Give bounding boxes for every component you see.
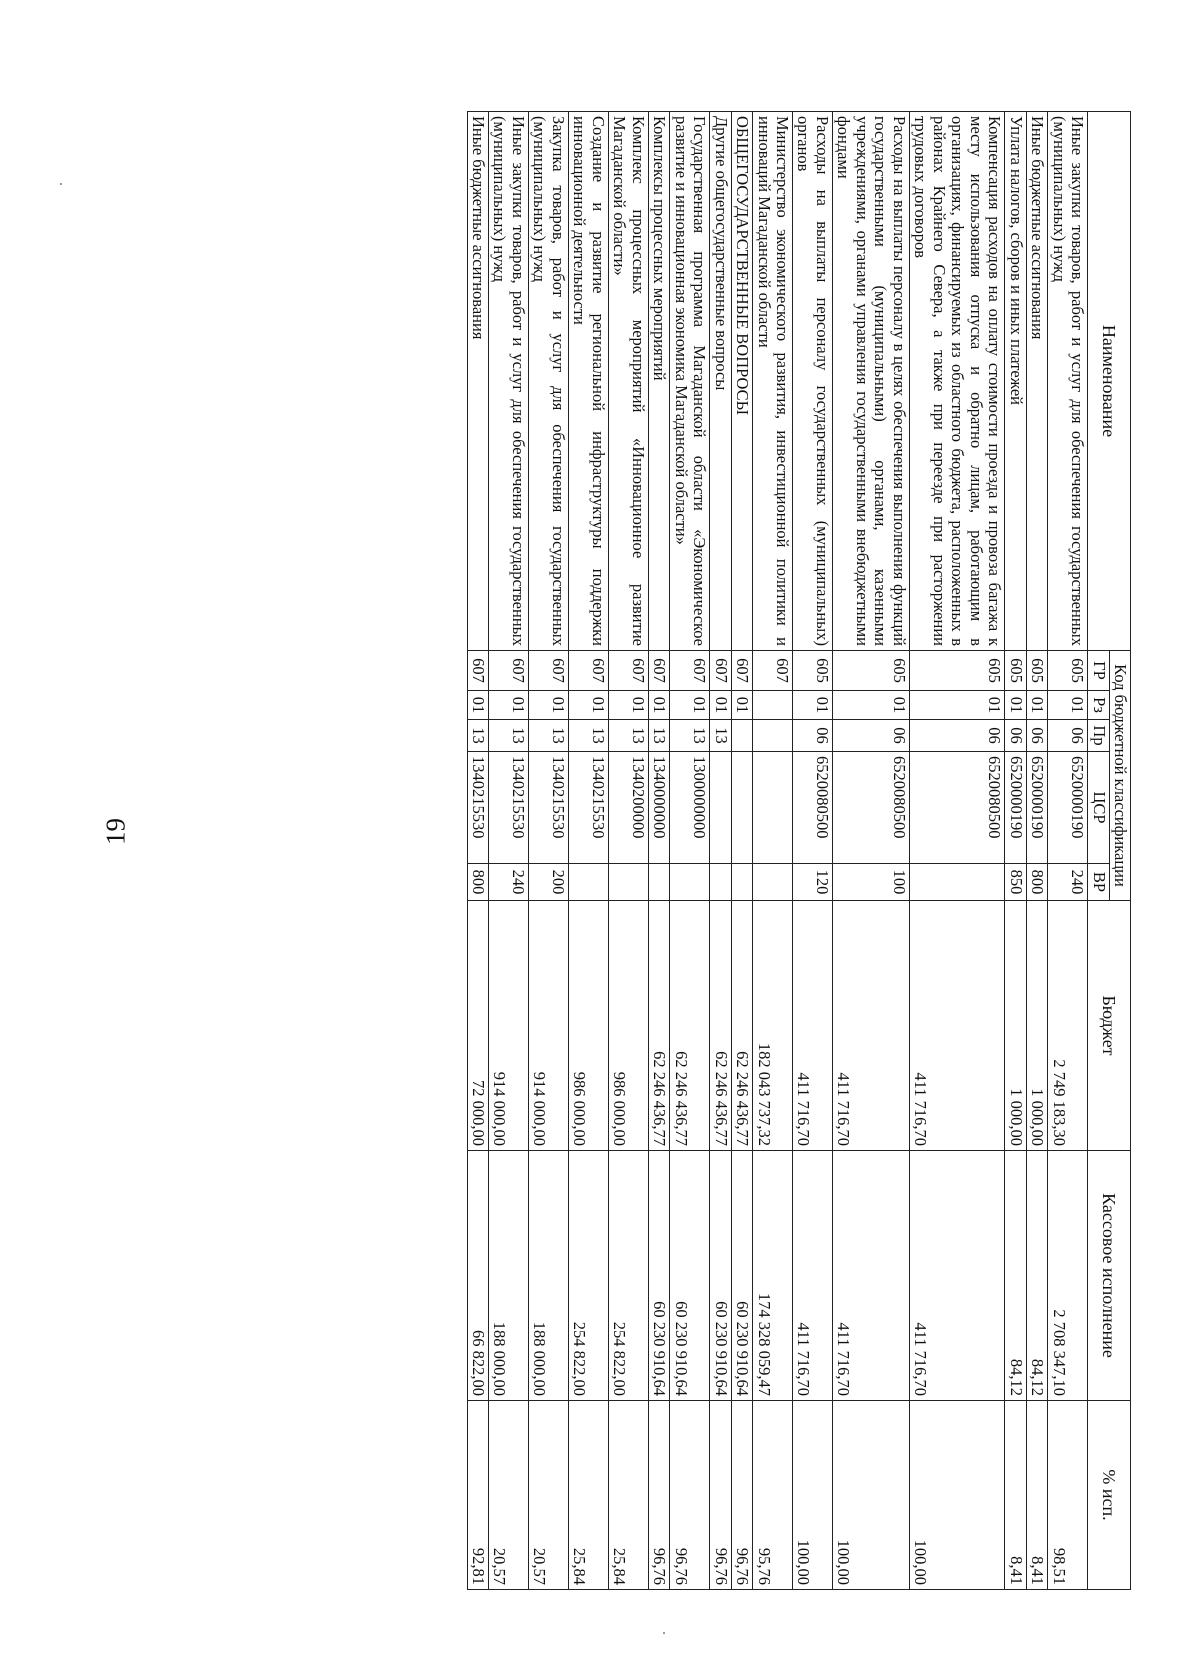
cell-pct: 8,41: [1026, 1401, 1047, 1590]
cell-cash: 60 230 910,64: [648, 1151, 669, 1401]
cell-pr: 13: [710, 720, 731, 752]
cell-pr: 06: [1026, 720, 1047, 752]
cell-vr: 240: [489, 864, 529, 901]
cell-pr: 13: [489, 720, 529, 752]
cell-vr: 100: [832, 864, 909, 901]
table-row: [832, 112, 909, 1590]
table-row: [1048, 112, 1088, 1590]
cell-rz: 01: [793, 691, 833, 720]
cell-pct: 98,51: [1048, 1401, 1088, 1590]
table-row: [1005, 112, 1026, 1590]
cell-gr: 605: [1048, 651, 1088, 691]
cell-cash: 60 230 910,64: [710, 1151, 731, 1401]
cell-csr: 1340215530: [489, 752, 529, 864]
cell-pct: 100,00: [832, 1401, 909, 1590]
header-pct: % исп.: [1088, 1401, 1131, 1590]
cell-gr: 605: [832, 651, 909, 691]
cell-pct: 95,76: [753, 1401, 793, 1590]
cell-csr: 1340200000: [608, 752, 648, 864]
cell-csr: [710, 752, 731, 864]
cell-gr: 605: [793, 651, 833, 691]
cell-budget: 411 716,70: [793, 901, 833, 1151]
cell-rz: 01: [670, 691, 710, 720]
cell-rz: 01: [1048, 691, 1088, 720]
cell-cash: 254 822,00: [608, 1151, 648, 1401]
cell-cash: 84,12: [1026, 1151, 1047, 1401]
cell-budget: 62 246 436,77: [731, 901, 752, 1151]
cell-csr: 1340000000: [648, 752, 669, 864]
cell-budget: 1 000,00: [1026, 901, 1047, 1151]
page-number: 19: [100, 818, 131, 845]
table-row: [528, 112, 568, 1590]
cell-rz: 01: [528, 691, 568, 720]
cell-pr: 06: [1005, 720, 1026, 752]
cell-name: Другие общегосударственные вопросы: [710, 112, 731, 651]
table-row: [489, 112, 529, 1590]
cell-pr: 06: [1048, 720, 1088, 752]
cell-gr: 607: [489, 651, 529, 691]
cell-gr: 607: [467, 651, 488, 691]
table-body: [467, 112, 1088, 1590]
cell-cash: 188 000,00: [489, 1151, 529, 1401]
cell-name: ОБЩЕГОСУДАРСТВЕННЫЕ ВОПРОСЫ: [731, 112, 752, 651]
cell-csr: 6520080500: [793, 752, 833, 864]
cell-csr: 1340215530: [528, 752, 568, 864]
cell-pct: 96,76: [648, 1401, 669, 1590]
cell-gr: 607: [753, 651, 793, 691]
cell-pct: 8,41: [1005, 1401, 1026, 1590]
cell-cash: 84,12: [1005, 1151, 1026, 1401]
cell-pct: 25,84: [608, 1401, 648, 1590]
cell-pct: 100,00: [793, 1401, 833, 1590]
cell-name: Уплата налогов, сборов и иных платежей: [1005, 112, 1026, 651]
cell-name: Комплекс процессных мероприятий «Инновационное развитие Магаданской области»: [608, 112, 648, 651]
cell-vr: [648, 864, 669, 901]
header-code-group: Код бюджетной классификации: [1109, 651, 1130, 901]
cell-vr: 850: [1005, 864, 1026, 901]
cell-vr: 200: [528, 864, 568, 901]
cell-pr: 13: [528, 720, 568, 752]
cell-budget: 182 043 737,32: [753, 901, 793, 1151]
cell-rz: 01: [710, 691, 731, 720]
cell-gr: 607: [568, 651, 608, 691]
cell-vr: [670, 864, 710, 901]
header-cash: Кассовое исполнение: [1088, 1151, 1131, 1401]
cell-rz: 01: [909, 691, 1004, 720]
cell-gr: 605: [1005, 651, 1026, 691]
cell-pr: 06: [832, 720, 909, 752]
cell-name: Закупка товаров, работ и услуг для обеспечения государственных (муниципальных) нужд: [528, 112, 568, 651]
cell-pr: 13: [670, 720, 710, 752]
cell-budget: 914 000,00: [489, 901, 529, 1151]
cell-csr: 1300000000: [670, 752, 710, 864]
cell-gr: 607: [731, 651, 752, 691]
table-row: [793, 112, 833, 1590]
table-row: [648, 112, 669, 1590]
cell-name: Компенсация расходов на оплату стоимости проезда и провоза багажа к месту использования отпуска и обратно лицам, работающим в организациях, финансируемых из областного бюджета, расположенных в районах Крайнего Севера, а также при переезде при расторжении трудовых договоров: [909, 112, 1004, 651]
cell-rz: 01: [648, 691, 669, 720]
cell-budget: 1 000,00: [1005, 901, 1026, 1151]
header-vr: ВР: [1088, 864, 1109, 901]
cell-csr: 1340215530: [467, 752, 488, 864]
cell-pct: 96,76: [731, 1401, 752, 1590]
cell-name: Иные закупки товаров, работ и услуг для обеспечения государственных (муниципальных) нужд: [1048, 112, 1088, 651]
table-row: [731, 112, 752, 1590]
cell-csr: [731, 752, 752, 864]
cell-rz: 01: [1026, 691, 1047, 720]
cell-pct: 25,84: [568, 1401, 608, 1590]
cell-vr: 800: [1026, 864, 1047, 901]
cell-vr: [568, 864, 608, 901]
cell-budget: 62 246 436,77: [670, 901, 710, 1151]
cell-rz: 01: [832, 691, 909, 720]
header-name: Наименование: [1088, 112, 1131, 651]
cell-vr: 120: [793, 864, 833, 901]
cell-rz: 01: [1005, 691, 1026, 720]
cell-budget: 62 246 436,77: [648, 901, 669, 1151]
cell-vr: 240: [1048, 864, 1088, 901]
cell-gr: 605: [1026, 651, 1047, 691]
cell-pct: 92,81: [467, 1401, 488, 1590]
cell-pct: 96,76: [710, 1401, 731, 1590]
cell-cash: 411 716,70: [793, 1151, 833, 1401]
cell-vr: [608, 864, 648, 901]
cell-pct: 20,57: [528, 1401, 568, 1590]
cell-pr: 13: [467, 720, 488, 752]
table-row: [1026, 112, 1047, 1590]
cell-pct: 100,00: [909, 1401, 1004, 1590]
table-row: [467, 112, 488, 1590]
cell-pr: 13: [648, 720, 669, 752]
cell-budget: 72 000,00: [467, 901, 488, 1151]
cell-pr: 13: [568, 720, 608, 752]
cell-budget: 986 000,00: [608, 901, 648, 1151]
rotated-page-content: [160, 111, 1131, 1589]
cell-pct: 96,76: [670, 1401, 710, 1590]
header-row: [1109, 112, 1130, 1590]
cell-gr: 607: [710, 651, 731, 691]
cell-csr: 6520080500: [909, 752, 1004, 864]
cell-budget: 2 749 183,30: [1048, 901, 1088, 1151]
cell-name: Иные закупки товаров, работ и услуг для обеспечения государственных (муниципальных) нужд: [489, 112, 529, 651]
cell-name: Расходы на выплаты персоналу в целях обеспечения выполнения функций государственными (муниципальными) органами, казенными учреждениями, органами управления государственными внебюджетными фондами: [832, 112, 909, 651]
cell-pct: 20,57: [489, 1401, 529, 1590]
cell-csr: 6520080500: [832, 752, 909, 864]
cell-vr: [731, 864, 752, 901]
cell-rz: 01: [467, 691, 488, 720]
cell-vr: 800: [467, 864, 488, 901]
budget-table: [467, 111, 1131, 1590]
cell-rz: 01: [489, 691, 529, 720]
cell-vr: [710, 864, 731, 901]
cell-rz: 01: [731, 691, 752, 720]
cell-gr: 607: [608, 651, 648, 691]
cell-pr: [753, 720, 793, 752]
cell-csr: 6520000190: [1005, 752, 1026, 864]
cell-rz: [753, 691, 793, 720]
cell-pr: 13: [608, 720, 648, 752]
scan-speck: [663, 1632, 665, 1634]
cell-vr: [909, 864, 1004, 901]
cell-vr: [753, 864, 793, 901]
header-gr: ГР: [1088, 651, 1109, 691]
table-row: [670, 112, 710, 1590]
cell-gr: 605: [909, 651, 1004, 691]
cell-cash: 254 822,00: [568, 1151, 608, 1401]
cell-budget: 914 000,00: [528, 901, 568, 1151]
cell-cash: 66 822,00: [467, 1151, 488, 1401]
cell-rz: 01: [568, 691, 608, 720]
table-row: [608, 112, 648, 1590]
cell-name: Иные бюджетные ассигнования: [1026, 112, 1047, 651]
cell-name: Расходы на выплаты персоналу государственных (муниципальных) органов: [793, 112, 833, 651]
cell-pr: [731, 720, 752, 752]
cell-name: Государственная программа Магаданской области «Экономическое развитие и инновационная экономика Магаданской области»: [670, 112, 710, 651]
cell-rz: 01: [608, 691, 648, 720]
cell-pr: 06: [909, 720, 1004, 752]
header-rz: Рз: [1088, 691, 1109, 720]
table-row: [753, 112, 793, 1590]
header-budget: Бюджет: [1088, 901, 1131, 1151]
table-row: [568, 112, 608, 1590]
cell-cash: 174 328 059,47: [753, 1151, 793, 1401]
header-csr: ЦСР: [1088, 752, 1109, 864]
cell-gr: 607: [670, 651, 710, 691]
cell-gr: 607: [648, 651, 669, 691]
cell-cash: 411 716,70: [909, 1151, 1004, 1401]
cell-name: Создание и развитие региональной инфраструктуры поддержки инновационной деятельности: [568, 112, 608, 651]
cell-csr: 6520000190: [1048, 752, 1088, 864]
cell-budget: 62 246 436,77: [710, 901, 731, 1151]
cell-cash: 2 708 347,10: [1048, 1151, 1088, 1401]
header-pr: Пр: [1088, 720, 1109, 752]
cell-pr: 06: [793, 720, 833, 752]
cell-budget: 411 716,70: [909, 901, 1004, 1151]
cell-name: Иные бюджетные ассигнования: [467, 112, 488, 651]
cell-name: Министерство экономического развития, инвестиционной политики и инноваций Магаданской области: [753, 112, 793, 651]
scan-speck: [60, 183, 62, 185]
cell-name: Комплексы процессных мероприятий: [648, 112, 669, 651]
cell-cash: 60 230 910,64: [731, 1151, 752, 1401]
cell-cash: 188 000,00: [528, 1151, 568, 1401]
cell-csr: [753, 752, 793, 864]
cell-budget: 986 000,00: [568, 901, 608, 1151]
table-row: [909, 112, 1004, 1590]
cell-budget: 411 716,70: [832, 901, 909, 1151]
cell-gr: 607: [528, 651, 568, 691]
table-row: [710, 112, 731, 1590]
cell-csr: 1340215530: [568, 752, 608, 864]
cell-csr: 6520000190: [1026, 752, 1047, 864]
cell-cash: 60 230 910,64: [670, 1151, 710, 1401]
cell-cash: 411 716,70: [832, 1151, 909, 1401]
